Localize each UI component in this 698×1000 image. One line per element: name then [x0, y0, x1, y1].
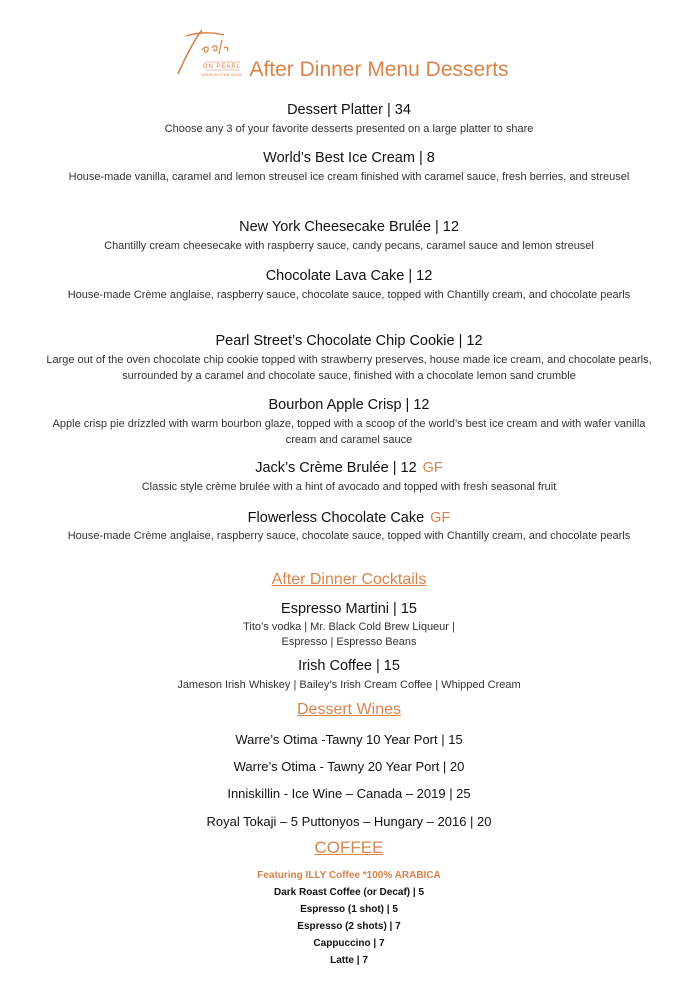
dessert-name: Chocolate Lava Cake | 12	[265, 268, 433, 284]
coffee-item: Espresso (1 shot) | 5	[300, 904, 398, 915]
wine-item: Warre’s Otima - Tawny 20 Year Port | 20	[233, 759, 465, 774]
dessert-name: Jack’s Crème Brulée | 12	[255, 460, 417, 476]
page-title: After Dinner Menu Desserts	[249, 58, 509, 81]
dessert-name: Dessert Platter | 34	[287, 102, 411, 118]
dessert-name: World’s Best Ice Cream | 8	[263, 150, 435, 166]
cocktail-desc-line1: Tito’s vodka | Mr. Black Cold Brew Liqueur |	[243, 621, 455, 633]
cocktail-desc-line2: Espresso | Espresso Beans	[281, 636, 417, 648]
dessert-desc: House-made Crème anglaise, raspberry sauce, chocolate sauce, topped with Chantilly cream, and chocolate pearls	[67, 530, 631, 542]
cocktail-desc-line1: Jameson Irish Whiskey | Bailey’s Irish Cream Coffee | Whipped Cream	[177, 679, 521, 691]
dessert-name: Bourbon Apple Crisp | 12	[268, 397, 430, 413]
wine-item: Inniskillin - Ice Wine – Canada – 2019 | 25	[227, 786, 471, 801]
logo-line3: AMERICAN STEAK HOUSE	[201, 73, 242, 77]
gluten-free-badge: GF	[422, 460, 443, 476]
coffee-item: Espresso (2 shots) | 7	[297, 921, 401, 932]
dessert-desc: Chantilly cream cheesecake with raspberry sauce, candy pecans, caramel sauce and lemon streusel	[104, 240, 594, 252]
cocktails-title: After Dinner Cocktails	[271, 571, 427, 588]
dessert-name: Pearl Street’s Chocolate Chip Cookie | 12	[215, 333, 483, 349]
gluten-free-badge: GF	[430, 510, 451, 526]
wine-item: Warre’s Otima -Tawny 10 Year Port | 15	[235, 732, 463, 747]
dessert-desc: Choose any 3 of your favorite desserts presented on a large platter to share	[164, 123, 534, 135]
wine-item: Royal Tokaji – 5 Puttonyos – Hungary – 2016 | 20	[206, 814, 492, 829]
dessert-name: New York Cheesecake Brulée | 12	[239, 219, 459, 235]
cocktail-name: Espresso Martini | 15	[281, 601, 417, 617]
coffee-item: Latte | 7	[330, 955, 368, 966]
dessert-name-gf	[0, 460, 698, 476]
coffee-title: COFFEE	[314, 838, 384, 857]
coffee-item: Dark Roast Coffee (or Decaf) | 5	[273, 887, 425, 898]
dessert-desc: Classic style crème brulée with a hint of avocado and topped with fresh seasonal fruit	[141, 481, 557, 493]
coffee-item: Cappuccino | 7	[313, 938, 385, 949]
dessert-name-gf	[0, 510, 698, 526]
logo-line2: ON PEARL	[202, 64, 242, 70]
coffee-featuring: Featuring ILLY Coffee *100% ARABICA	[257, 870, 441, 881]
logo-line1: Jack's	[172, 26, 175, 27]
dessert-desc: House-made Crème anglaise, raspberry sauce, chocolate sauce, topped with Chantilly cream, and chocolate pearls	[67, 289, 631, 301]
cocktail-name: Irish Coffee | 15	[298, 658, 400, 674]
dessert-desc: House-made vanilla, caramel and lemon streusel ice cream finished with caramel sauce, fresh berries, and streusel	[68, 171, 630, 183]
wines-title: Dessert Wines	[296, 701, 402, 718]
dessert-desc: Apple crisp pie drizzled with warm bourbon glaze, topped with a scoop of the world’s best ice cream and with wafer vanilla cream and caramel sauce	[52, 418, 646, 446]
dessert-name: Flowerless Chocolate Cake	[247, 510, 425, 526]
dessert-desc: Large out of the oven chocolate chip cookie topped with strawberry preserves, house made ice cream, and chocolate pearls, surrounded by a caramel and chocolate sauce, finished with a chocolate lemon sand crumble	[46, 354, 652, 382]
